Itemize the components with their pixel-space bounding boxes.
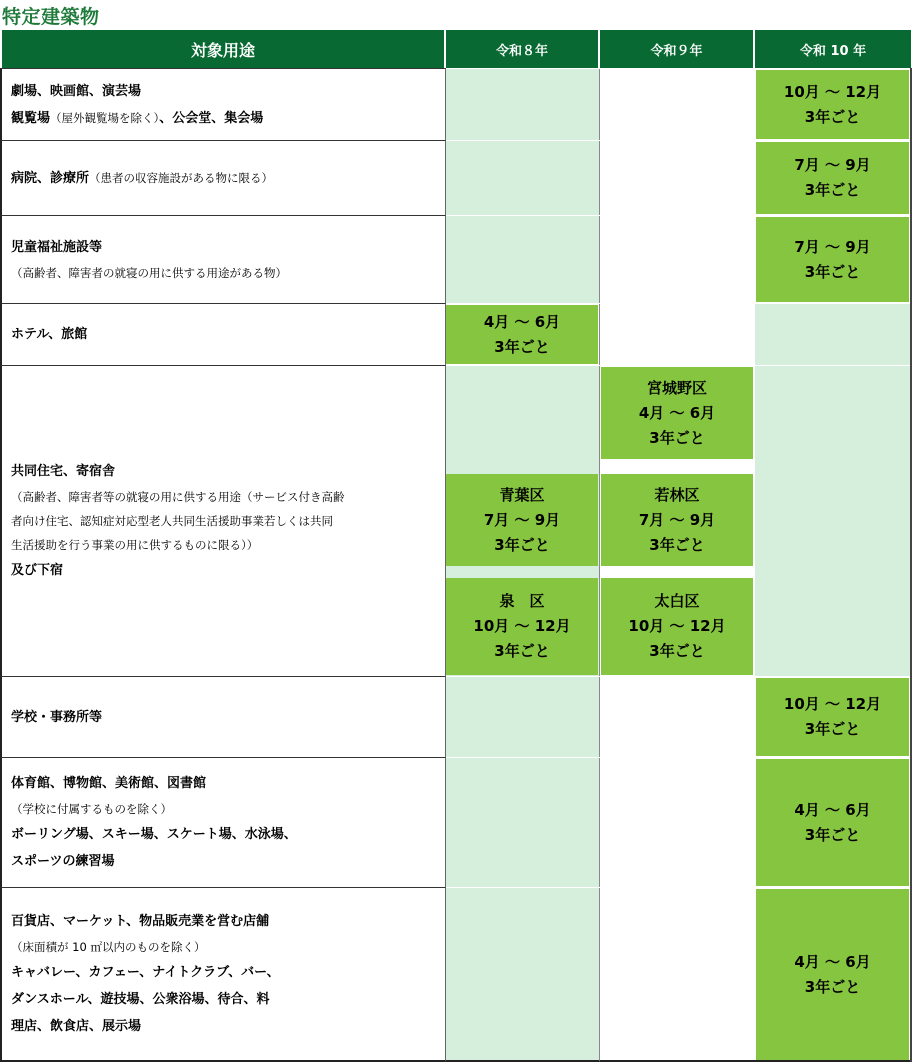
row-gym-note: （学校に付属するものを除く） (11, 802, 172, 816)
row-hospital-y10 (756, 142, 909, 214)
row-hotel-y8-period: 4月 ～ 6月 (483, 312, 561, 331)
miyagino-ward: 宮城野区 (646, 378, 707, 397)
row-school-y8 (446, 677, 599, 757)
taihaku-cycle: 3年ごと (649, 642, 705, 660)
row-welfare-note: （高齢者、障害者の就寝の用に供する用途がある物） (11, 266, 287, 280)
header-year1: 令和８年 (446, 30, 598, 68)
row-gym-y8 (446, 758, 599, 887)
row-store-y9 (599, 888, 755, 1062)
row-theater-note: （屋外観覧場を除く） (50, 110, 160, 125)
row-school-y10-cycle: 3年ごと (804, 720, 861, 738)
row-store-bold2-3: 理店、飲食店、展示場 (11, 1019, 142, 1034)
row-housing-bold2: 及び下宿 (11, 563, 64, 578)
row-store-y10-period: 4月 ～ 6月 (794, 952, 871, 971)
row-store-bold2-2: ダンスホール、遊技場、公衆浴場、待合、料 (11, 992, 270, 1007)
row-hospital-y10-period: 7月 ～ 9月 (794, 156, 871, 174)
row-school-y9 (599, 677, 755, 757)
schedule-table (0, 30, 913, 1064)
wakabayashi-ward: 若林区 (654, 485, 700, 504)
izumi-cycle: 3年ごと (494, 642, 550, 660)
table-bottom-border (755, 1060, 911, 1062)
row-hospital-line (11, 165, 445, 192)
taihaku-period: 10月 ～ 12月 (628, 617, 726, 635)
row-school-bold: 学校・事務所等 (11, 709, 103, 725)
table-right-border (910, 68, 912, 1062)
row-housing-y9-miyagino (601, 367, 753, 459)
row-welfare-y10 (756, 217, 909, 302)
row-hospital-bold: 病院、診療所 (11, 170, 90, 186)
row-hotel-y10 (755, 304, 911, 365)
row-hospital-y8 (446, 141, 599, 215)
row-theater-y10-period: 10月 ～ 12月 (783, 82, 882, 101)
row-hotel-bold: ホテル、旅館 (11, 327, 88, 342)
row-housing-y9-wakabayashi (601, 474, 753, 566)
row-hotel-y8 (446, 305, 598, 364)
row-store-y10-cycle: 3年ごと (804, 977, 861, 996)
aoba-cycle: 3年ごと (494, 535, 550, 554)
row-welfare-y8 (446, 216, 599, 303)
row-hotel-y8-cycle: 3年ごと (494, 337, 550, 356)
row-theater-line1: 劇場、映画館、演芸場 (11, 83, 142, 99)
row-gym (0, 757, 446, 887)
row-theater-y10-cycle: 3年ごと (804, 107, 861, 126)
row-welfare-bold: 児童福祉施設等 (11, 240, 103, 255)
row-hospital-note: （患者の収容施設がある物に限る） (89, 170, 274, 185)
aoba-ward: 青葉区 (499, 485, 545, 504)
row-gym-bold: 体育館、博物館、美術館、図書館 (11, 776, 207, 791)
row-school-y10 (756, 678, 909, 756)
row-theater-line2 (11, 105, 445, 132)
row-school (0, 676, 446, 757)
miyagino-period: 4月 ～ 6月 (638, 403, 716, 422)
row-hotel-y9 (599, 304, 755, 365)
row-gym-y10 (756, 759, 909, 886)
row-theater-bold-b: 、公会堂、集会場 (159, 110, 264, 126)
wakabayashi-cycle: 3年ごと (649, 535, 705, 554)
row-gym-y10-period: 4月 ～ 6月 (794, 800, 871, 819)
miyagino-cycle: 3年ごと (649, 428, 705, 447)
row-housing-note-2: 者向け住宅、認知症対応型老人共同生活援助事業若しくは共同 (11, 514, 333, 528)
row-hotel (0, 303, 446, 365)
row-theater-y10 (756, 70, 909, 139)
row-housing-y10 (755, 366, 911, 676)
row-housing-y8-izumi (446, 578, 598, 675)
row-store-note: （床面積が 10 ㎡以内のものを除く） (11, 940, 206, 954)
page-title: 特定建築物 (2, 6, 100, 28)
row-welfare-y10-cycle: 3年ごと (804, 262, 861, 281)
row-gym-y9 (599, 758, 755, 887)
row-store-bold2-1: キャバレー、カフェー、ナイトクラブ、バー、 (11, 965, 280, 980)
row-store-y8 (446, 888, 599, 1062)
row-hospital-y10-cycle: 3年ごと (804, 181, 861, 199)
row-theater (0, 68, 446, 140)
row-store (0, 887, 446, 1062)
row-welfare (0, 215, 446, 303)
header-year3: 令和 10 年 (755, 30, 911, 68)
row-gym-bold2-1: ボーリング場、スキー場、スケート場、水泳場、 (11, 827, 297, 842)
header-target-use: 対象用途 (2, 30, 444, 68)
row-store-y10 (756, 889, 909, 1060)
row-theater-y9 (599, 69, 755, 140)
taihaku-ward: 太白区 (654, 592, 700, 610)
row-gym-y10-cycle: 3年ごと (804, 825, 861, 844)
izumi-ward: 泉 区 (499, 592, 545, 610)
row-housing-y8-aoba (446, 474, 598, 566)
row-housing-bold: 共同住宅、寄宿舎 (11, 464, 116, 479)
row-store-bold: 百貨店、マーケット、物品販売業を営む店舗 (11, 914, 270, 929)
row-housing-y9-taihaku (601, 578, 753, 675)
row-hospital-y9 (599, 141, 755, 215)
aoba-period: 7月 ～ 9月 (483, 510, 561, 529)
wakabayashi-period: 7月 ～ 9月 (638, 510, 716, 529)
row-gym-bold2-2: スポーツの練習場 (11, 854, 115, 869)
row-theater-bold-a: 観覧場 (11, 110, 51, 126)
row-welfare-y9 (599, 216, 755, 303)
row-housing-note-3: 生活援助を行う事業の用に供するものに限る）） (11, 538, 259, 552)
row-school-y10-period: 10月 ～ 12月 (783, 695, 882, 713)
row-theater-y8 (446, 69, 599, 140)
row-housing (0, 365, 446, 676)
row-hospital (0, 140, 446, 215)
header-year2: 令和９年 (600, 30, 753, 68)
izumi-period: 10月 ～ 12月 (473, 617, 571, 635)
row-welfare-y10-period: 7月 ～ 9月 (794, 237, 871, 256)
row-housing-note-1: （高齢者、障害者等の就寝の用に供する用途（サービス付き高齢 (11, 490, 345, 504)
